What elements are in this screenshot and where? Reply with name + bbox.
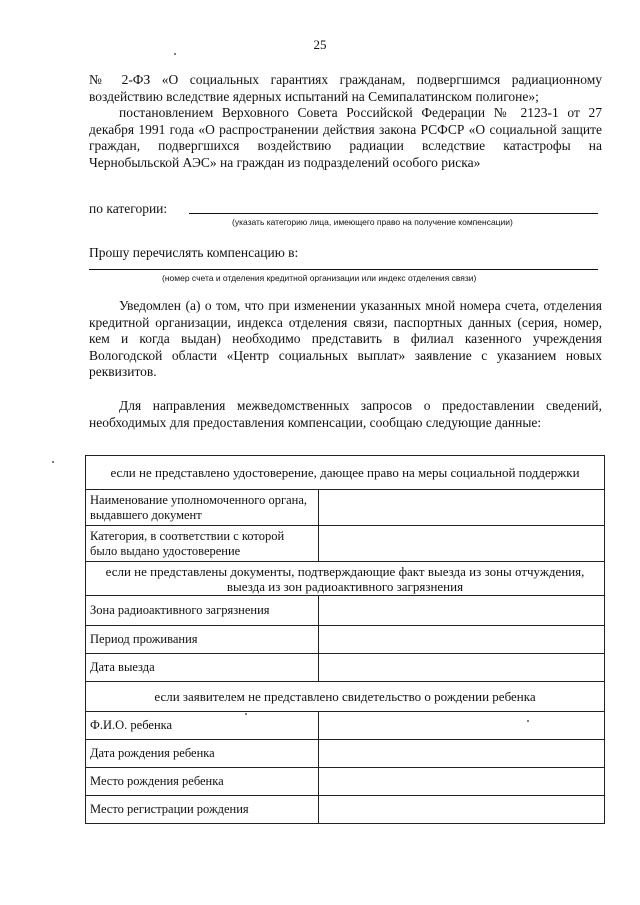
row-category-label: Категория, в соответствии с которой было выдано удостоверение xyxy=(86,526,319,562)
row-authority-label: Наименование уполномоченного органа, выдавшего документ xyxy=(86,490,319,526)
transfer-hint: (номер счета и отделения кредитной организации или индекс отделения связи) xyxy=(162,273,477,283)
data-table xyxy=(85,455,605,824)
requests-paragraph: Для направления межведомственных запросов о предоставлении сведений, необходимых для предоставления компенсации, сообщаю следующие данные: xyxy=(89,398,602,430)
row-child-name-value[interactable] xyxy=(319,712,605,740)
transfer-input-line[interactable] xyxy=(89,255,598,270)
row-child-reg-label: Место регистрации рождения xyxy=(86,796,319,824)
page-number: 25 xyxy=(313,37,327,52)
row-child-name-label: Ф.И.О. ребенка xyxy=(86,712,319,740)
section-birth-certificate: если заявителем не представлено свидетельство о рождении ребенка xyxy=(86,682,605,712)
row-zone-value[interactable] xyxy=(319,596,605,626)
category-hint: (указать категорию лица, имеющего право на получение компенсации) xyxy=(232,217,513,227)
intro-law-reference: № 2-ФЗ «О социальных гарантиях гражданам, подвергшимся радиационному воздействию вследствие ядерных испытаний на Семипалатинском полигоне»; xyxy=(89,72,602,104)
row-period-label: Период проживания xyxy=(86,626,319,654)
scan-speck xyxy=(245,713,247,715)
row-authority-value[interactable] xyxy=(319,490,605,526)
row-departure-value[interactable] xyxy=(319,654,605,682)
row-child-pob-value[interactable] xyxy=(319,768,605,796)
row-child-dob-value[interactable] xyxy=(319,740,605,768)
row-zone-label: Зона радиоактивного загрязнения xyxy=(86,596,319,626)
row-child-dob-label: Дата рождения ребенка xyxy=(86,740,319,768)
section-departure-docs: если не представлены документы, подтверждающие факт выезда из зоны отчуждения, выезда из зон радиоактивного загрязнения xyxy=(86,562,605,596)
transfer-label: Прошу перечислять компенсацию в: xyxy=(89,245,299,260)
section-certificate: если не представлено удостоверение, дающее право на меры социальной поддержки xyxy=(86,456,605,490)
row-departure-label: Дата выезда xyxy=(86,654,319,682)
notice-paragraph: Уведомлен (а) о том, что при изменении указанных мной номера счета, отделения кредитной организации, индекса отделения связи, паспортных данных (серия, номер, кем и когда выдан) необходимо представить в филиал казенного учреждения Вологодской области «Центр социальных выплат» заявление с указанием новых реквизитов. xyxy=(89,298,602,379)
scan-speck xyxy=(52,461,54,463)
intro-resolution-reference: постановлением Верховного Совета Российской Федерации № 2123-1 от 27 декабря 1991 года «О распространении действия закона РСФСР «О социальной защите граждан, подвергшихся воздействию радиации вследствие катастрофы на Чернобыльской АЭС» на граждан из подразделений особого риска» xyxy=(89,105,602,170)
row-child-pob-label: Место рождения ребенка xyxy=(86,768,319,796)
row-period-value[interactable] xyxy=(319,626,605,654)
row-category-value[interactable] xyxy=(319,526,605,562)
category-label: по категории: xyxy=(89,201,168,216)
scan-speck xyxy=(527,720,529,722)
row-child-reg-value[interactable] xyxy=(319,796,605,824)
scan-speck xyxy=(174,53,176,55)
category-input-line[interactable] xyxy=(189,199,598,214)
